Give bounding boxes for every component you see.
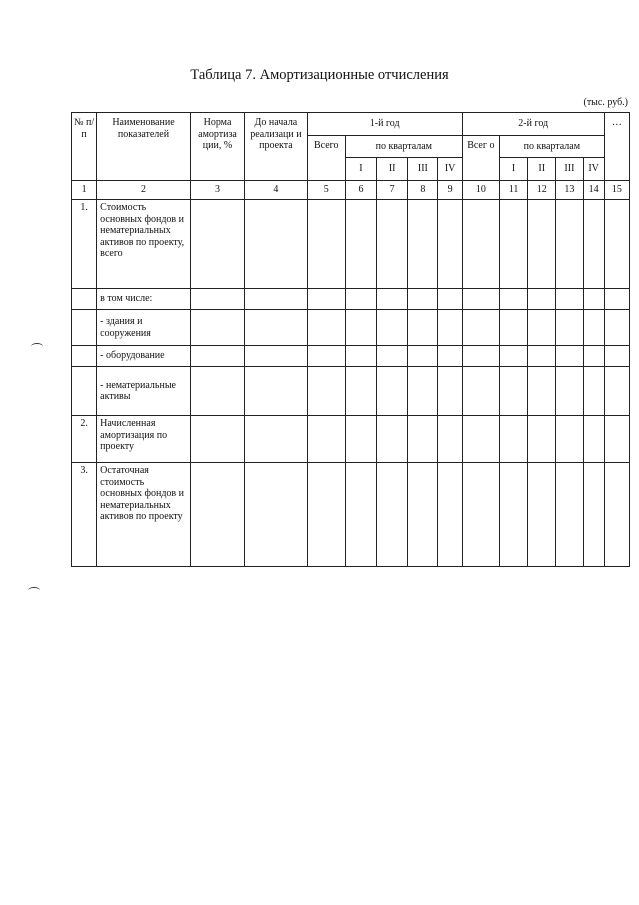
empty-cell <box>190 346 244 367</box>
empty-cell <box>408 367 438 416</box>
header-num: № п/п <box>72 113 97 181</box>
empty-cell <box>438 310 462 346</box>
empty-cell <box>499 463 527 567</box>
empty-cell <box>462 346 499 367</box>
empty-cell <box>462 310 499 346</box>
header-quarters-year-2: по кварталам <box>499 136 604 158</box>
empty-cell <box>190 200 244 289</box>
column-number: 1 <box>72 181 97 200</box>
column-number: 12 <box>528 181 556 200</box>
empty-cell <box>377 346 408 367</box>
quarter-label: II <box>528 158 556 181</box>
empty-cell <box>408 289 438 310</box>
empty-cell <box>604 416 629 463</box>
row-name: Начисленная амортизация по проекту <box>97 416 191 463</box>
empty-cell <box>408 416 438 463</box>
header-name: Наименование показателей <box>97 113 191 181</box>
empty-cell <box>499 200 527 289</box>
empty-cell <box>583 463 604 567</box>
table-row <box>72 289 630 310</box>
empty-cell <box>462 463 499 567</box>
header-row-1 <box>72 113 630 136</box>
empty-cell <box>556 200 583 289</box>
column-number: 7 <box>377 181 408 200</box>
empty-cell <box>438 416 462 463</box>
quarter-label: I <box>499 158 527 181</box>
quarter-label: IV <box>583 158 604 181</box>
table-row <box>72 416 630 463</box>
table-row <box>72 200 630 289</box>
empty-cell <box>307 367 345 416</box>
empty-cell <box>604 463 629 567</box>
row-name: - здания и сооружения <box>97 310 191 346</box>
empty-cell <box>245 289 307 310</box>
empty-cell <box>377 367 408 416</box>
empty-cell <box>528 416 556 463</box>
empty-cell <box>583 310 604 346</box>
quarter-label: I <box>345 158 376 181</box>
column-number: 15 <box>604 181 629 200</box>
column-number: 3 <box>190 181 244 200</box>
empty-cell <box>528 289 556 310</box>
empty-cell <box>438 200 462 289</box>
row-name: - оборудование <box>97 346 191 367</box>
row-name: Остаточная стоимость основных фондов и нематериальных активов по проекту <box>97 463 191 567</box>
column-number: 4 <box>245 181 307 200</box>
header-year-2: 2-й год <box>462 113 604 136</box>
empty-cell <box>556 463 583 567</box>
header-total-year-1: Всего <box>307 136 345 181</box>
empty-cell <box>499 346 527 367</box>
empty-cell <box>528 310 556 346</box>
empty-cell <box>583 346 604 367</box>
empty-cell <box>438 346 462 367</box>
empty-cell <box>307 310 345 346</box>
column-number: 9 <box>438 181 462 200</box>
empty-cell <box>345 310 376 346</box>
empty-cell <box>499 367 527 416</box>
empty-cell <box>556 416 583 463</box>
row-number: 2. <box>72 416 97 463</box>
header-quarters-year-1: по кварталам <box>345 136 462 158</box>
margin-mark-top <box>31 343 43 350</box>
empty-cell <box>377 463 408 567</box>
empty-cell <box>245 367 307 416</box>
empty-cell <box>190 367 244 416</box>
empty-cell <box>604 200 629 289</box>
empty-cell <box>377 200 408 289</box>
row-number <box>72 289 97 310</box>
row-number <box>72 367 97 416</box>
row-number <box>72 346 97 367</box>
quarter-label: IV <box>438 158 462 181</box>
empty-cell <box>307 463 345 567</box>
column-number: 8 <box>408 181 438 200</box>
row-number <box>72 310 97 346</box>
column-number: 2 <box>97 181 191 200</box>
empty-cell <box>604 367 629 416</box>
table-row <box>72 367 630 416</box>
empty-cell <box>377 289 408 310</box>
empty-cell <box>583 289 604 310</box>
empty-cell <box>583 200 604 289</box>
empty-cell <box>462 416 499 463</box>
header-rate: Норма амортиза ции, % <box>190 113 244 181</box>
quarter-label: II <box>377 158 408 181</box>
empty-cell <box>377 310 408 346</box>
empty-cell <box>307 200 345 289</box>
empty-cell <box>556 346 583 367</box>
column-number: 6 <box>345 181 376 200</box>
header-total-year-2: Всег о <box>462 136 499 181</box>
column-number: 14 <box>583 181 604 200</box>
empty-cell <box>462 367 499 416</box>
empty-cell <box>345 346 376 367</box>
empty-cell <box>438 289 462 310</box>
empty-cell <box>190 289 244 310</box>
empty-cell <box>190 463 244 567</box>
column-number-row <box>72 181 630 200</box>
quarter-label: III <box>556 158 583 181</box>
empty-cell <box>499 289 527 310</box>
empty-cell <box>528 463 556 567</box>
empty-cell <box>345 416 376 463</box>
empty-cell <box>462 200 499 289</box>
empty-cell <box>307 416 345 463</box>
row-number: 1. <box>72 200 97 289</box>
empty-cell <box>307 289 345 310</box>
empty-cell <box>245 463 307 567</box>
empty-cell <box>556 310 583 346</box>
header-year-1: 1-й год <box>307 113 462 136</box>
table-row <box>72 463 630 567</box>
empty-cell <box>556 367 583 416</box>
empty-cell <box>245 416 307 463</box>
empty-cell <box>245 200 307 289</box>
column-number: 10 <box>462 181 499 200</box>
empty-cell <box>528 200 556 289</box>
table-row <box>72 346 630 367</box>
empty-cell <box>604 310 629 346</box>
quarter-label: III <box>408 158 438 181</box>
empty-cell <box>190 416 244 463</box>
row-name: - нематериальные активы <box>97 367 191 416</box>
empty-cell <box>377 416 408 463</box>
depreciation-table <box>71 112 630 567</box>
table-row <box>72 310 630 346</box>
column-number: 5 <box>307 181 345 200</box>
empty-cell <box>438 463 462 567</box>
empty-cell <box>408 463 438 567</box>
header-before-start: До начала реализаци и проекта <box>245 113 307 181</box>
empty-cell <box>438 367 462 416</box>
row-number: 3. <box>72 463 97 567</box>
column-number: 13 <box>556 181 583 200</box>
units-label: (тыс. руб.) <box>583 97 628 108</box>
empty-cell <box>345 289 376 310</box>
empty-cell <box>499 416 527 463</box>
row-name: Стоимость основных фондов и нематериальных активов по проекту, всего <box>97 200 191 289</box>
margin-mark-bottom <box>28 587 40 594</box>
row-name: в том числе: <box>97 289 191 310</box>
empty-cell <box>583 416 604 463</box>
empty-cell <box>604 289 629 310</box>
column-number: 11 <box>499 181 527 200</box>
empty-cell <box>528 367 556 416</box>
empty-cell <box>408 346 438 367</box>
empty-cell <box>556 289 583 310</box>
empty-cell <box>583 367 604 416</box>
empty-cell <box>528 346 556 367</box>
empty-cell <box>307 346 345 367</box>
empty-cell <box>462 289 499 310</box>
empty-cell <box>245 310 307 346</box>
empty-cell <box>604 346 629 367</box>
empty-cell <box>245 346 307 367</box>
empty-cell <box>499 310 527 346</box>
empty-cell <box>345 200 376 289</box>
empty-cell <box>345 463 376 567</box>
empty-cell <box>345 367 376 416</box>
page-title: Таблица 7. Амортизационные отчисления <box>190 67 449 83</box>
empty-cell <box>190 310 244 346</box>
empty-cell <box>408 310 438 346</box>
empty-cell <box>408 200 438 289</box>
header-ellipsis: … <box>604 113 629 181</box>
